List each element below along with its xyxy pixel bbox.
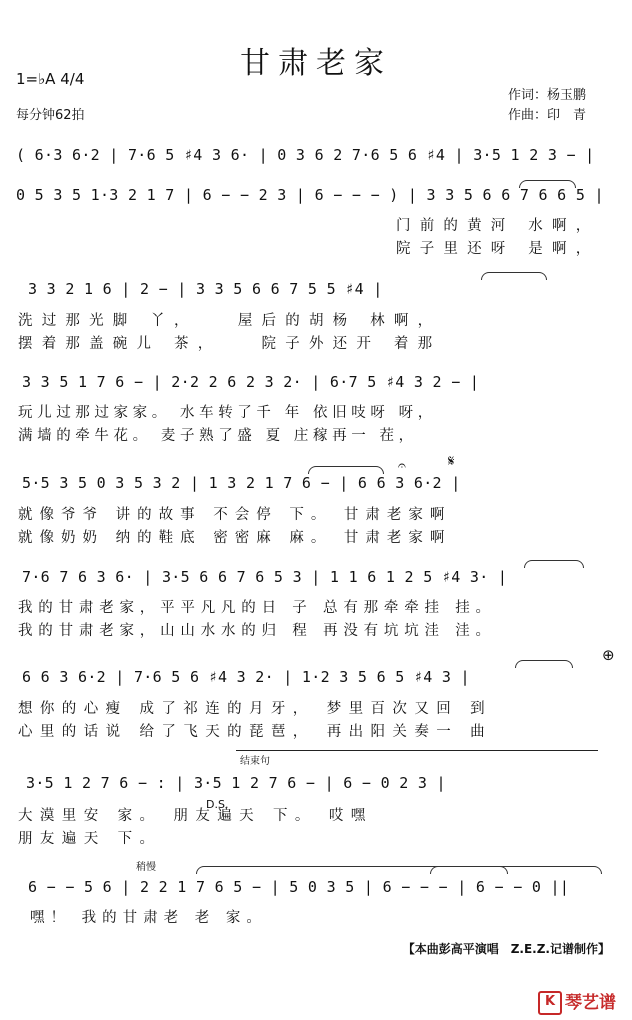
ending-bracket xyxy=(236,750,598,751)
slur xyxy=(481,272,547,280)
lyric-row-2-verse-2: 院子里还呀 是啊， xyxy=(396,241,600,257)
dal-segno: D.S. xyxy=(206,798,229,811)
notation-row-8: 3·5 1 2 7 6 − : | 3·5 1 2 7 6 − | 6 − 0 2 3 | xyxy=(26,774,446,792)
lyric-row-8-verse-2: 朋友遍天 下。 xyxy=(18,831,162,847)
page-title: 甘肃老家 xyxy=(240,46,392,81)
lyric-row-2-verse-1: 门前的黄河 水啊， xyxy=(396,218,600,234)
lyricist: 作词：杨玉鹏 xyxy=(508,88,587,103)
slur xyxy=(524,560,584,568)
notation-row-4: 3 3 5 1 7 6 − | 2·2 2 6 2 3 2· | 6·7 5 ♯4 3 2 − | xyxy=(22,373,480,391)
slur xyxy=(519,180,576,188)
lyric-row-4-verse-1: 玩儿过那过家家。 水车转了千 年 依旧吱呀 呀， xyxy=(18,405,437,421)
tempo-marking: 每分钟62拍 xyxy=(16,108,85,123)
coda-sign: ⊕ xyxy=(602,646,615,664)
slur xyxy=(430,866,602,874)
notation-row-5: 5·5 3 5 0 3 5 3 2 | 1 3 2 1 7 6 − | 6 6 3 6·2 | xyxy=(22,474,461,492)
notation-row-1: ( 6·3 6·2 | 7·6 5 ♯4 3 6· | 0 3 6 2 7·6 5 6 ♯4 | 3·5 1 2 3 − | xyxy=(16,146,595,164)
lyric-row-5-verse-2: 就像奶奶 纳的鞋底 密密麻 麻。 甘肃老家啊 xyxy=(18,530,452,546)
lyric-row-7-verse-1: 想你的心瘦 成了祁连的月牙， 梦里百次又回 到 xyxy=(18,701,493,717)
notation-row-3: 3 3 2 1 6 | 2 − | 3 3 5 6 6 7 5 5 ♯4 | xyxy=(28,280,383,298)
lyric-row-8-verse-1: 大漠里安 家。 朋友遍天 下。 哎嘿 xyxy=(18,808,373,824)
site-logo xyxy=(538,988,616,1015)
tempo-slow-mark: 稍慢 xyxy=(136,862,156,873)
notation-row-7: 6 6 3 6·2 | 7·6 5 6 ♯4 3 2· | 1·2 3 5 6 5 ♯4 3 | xyxy=(22,668,470,686)
lyric-row-7-verse-2: 心里的话说 给了飞天的琵琶， 再出阳关奏一 曲 xyxy=(18,724,493,740)
logo-icon: K xyxy=(538,991,562,1015)
lyric-row-4-verse-2: 满墙的牵牛花。 麦子熟了盛 夏 庄稼再一 茬， xyxy=(18,428,418,444)
notation-row-9: 6 − − 5 6 | 2 2 1 7 6 5 − | 5 0 3 5 | 6 − − − | 6 − − 0 || xyxy=(28,878,570,896)
slur xyxy=(308,466,384,474)
ending-label: 结束句 xyxy=(240,756,270,767)
credit-footer: 【本曲彭高平演唱 Z.E.Z.记谱制作】 xyxy=(402,942,610,956)
slur xyxy=(515,660,573,668)
fermata-sign: 𝄐 xyxy=(398,458,406,474)
lyric-row-6-verse-2: 我的甘肃老家，山山水水的归 程 再没有坑坑洼 洼。 xyxy=(18,623,496,639)
notation-row-2: 0 5 3 5 1·3 2 1 7 | 6 − − 2 3 | 6 − − − ) | 3 3 5 6 6 7 6 6 5 | xyxy=(16,186,604,204)
segno-sign: 𝄋 xyxy=(448,452,455,470)
lyric-row-3-verse-1: 洗过那光脚 丫， 屋后的胡杨 林啊， xyxy=(18,313,442,329)
key-signature: 1=♭A 4/4 xyxy=(16,70,85,88)
lyric-row-5-verse-1: 就像爷爷 讲的故事 不会停 下。 甘肃老家啊 xyxy=(18,507,452,523)
notation-row-6: 7·6 7 6 3 6· | 3·5 6 6 7 6 5 3 | 1 1 6 1 2 5 ♯4 3· | xyxy=(22,568,508,586)
lyric-row-3-verse-2: 摆着那盖碗儿 茶， 院子外还开 着那 xyxy=(18,336,442,352)
composer: 作曲：印 青 xyxy=(508,108,587,123)
lyric-row-6-verse-1: 我的甘肃老家，平平凡凡的日 子 总有那牵牵挂 挂。 xyxy=(18,600,496,616)
logo-text: 琴艺谱 xyxy=(565,993,616,1013)
lyric-row-9: 嘿！ 我的甘肃老 老 家。 xyxy=(30,910,267,926)
